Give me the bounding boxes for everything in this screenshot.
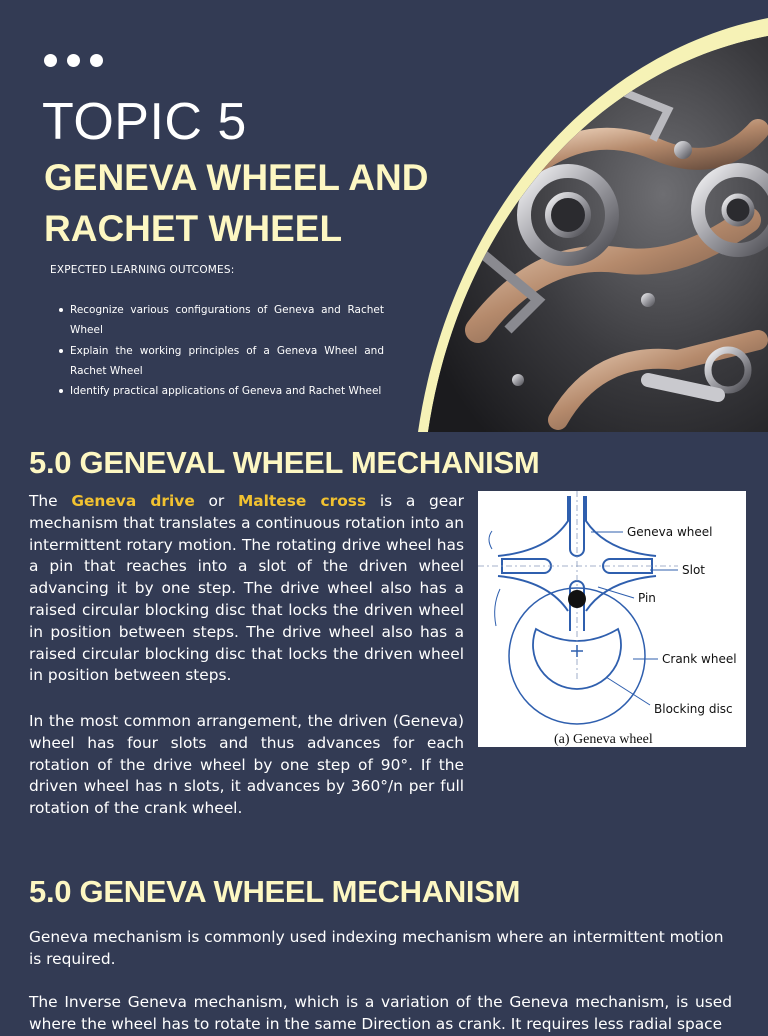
text-segment: is a gear mechanism that translates a continuous rotation into an intermittent rotary motion. The rotating drive wheel has a pin that reaches into a slot of the driven wheel advancing it by one step. The drive wheel also has a raised circular blocking disc that locks the driven wheel in position between steps. The drive wheel also has a raised circular blocking disc that locks the driven wheel in position between steps. [29,492,464,685]
inverse-geneva-paragraph: The Inverse Geneva mechanism, which is a variation of the Geneva mechanism, is used where the wheel has to rotate in the same Direction as crank. It requires less radial space [29,993,732,1033]
diagram-caption: (a) Geneva wheel [554,732,653,747]
learning-outcome-item: Recognize various configurations of Geneva and Rachet Wheel [52,300,384,341]
dot [44,54,57,67]
topic-title: TOPIC 5 [42,93,247,151]
learning-outcomes-title: EXPECTED LEARNING OUTCOMES: [50,264,235,276]
highlight-geneva-drive: Geneva drive [71,492,195,510]
geneva-usage-paragraph: Geneva mechanism is commonly used indexing mechanism where an intermittent motion is required. [29,928,724,968]
geneva-intro-paragraph [29,491,464,687]
learning-outcome-item: Identify practical applications of Geneva and Rachet Wheel [52,381,384,401]
mechanism-hero-image [418,0,768,432]
text-segment: The [29,492,72,510]
learning-outcomes-list [52,300,384,401]
dot [67,54,80,67]
dot [90,54,103,67]
label-crank-wheel: Crank wheel [662,652,737,666]
three-dots-icon[interactable] [44,54,103,67]
learning-outcome-item: Explain the working principles of a Geneva Wheel and Rachet Wheel [52,341,384,382]
section-heading-2: 5.0 GENEVA WHEEL MECHANISM [29,874,521,909]
label-blocking-disc: Blocking disc [654,702,733,716]
label-slot: Slot [682,563,705,577]
highlight-maltese-cross: Maltese cross [237,492,367,510]
topic-subtitle: GENEVA WHEEL AND RACHET WHEEL [44,157,429,249]
label-geneva-wheel: Geneva wheel [627,525,713,539]
geneva-wheel-drawing [478,491,746,747]
section-heading-1: 5.0 GENEVAL WHEEL MECHANISM [29,445,540,480]
geneva-wheel-diagram [478,491,746,747]
label-pin: Pin [638,591,656,605]
text-segment: or [194,492,238,510]
geneva-arrangement-paragraph: In the most common arrangement, the driven (Geneva) wheel has four slots and thus advances for each rotation of the drive wheel by one step of 90°. If the driven wheel has n slots, it advances by 360°/n per full rotation of the crank wheel. [29,712,464,818]
